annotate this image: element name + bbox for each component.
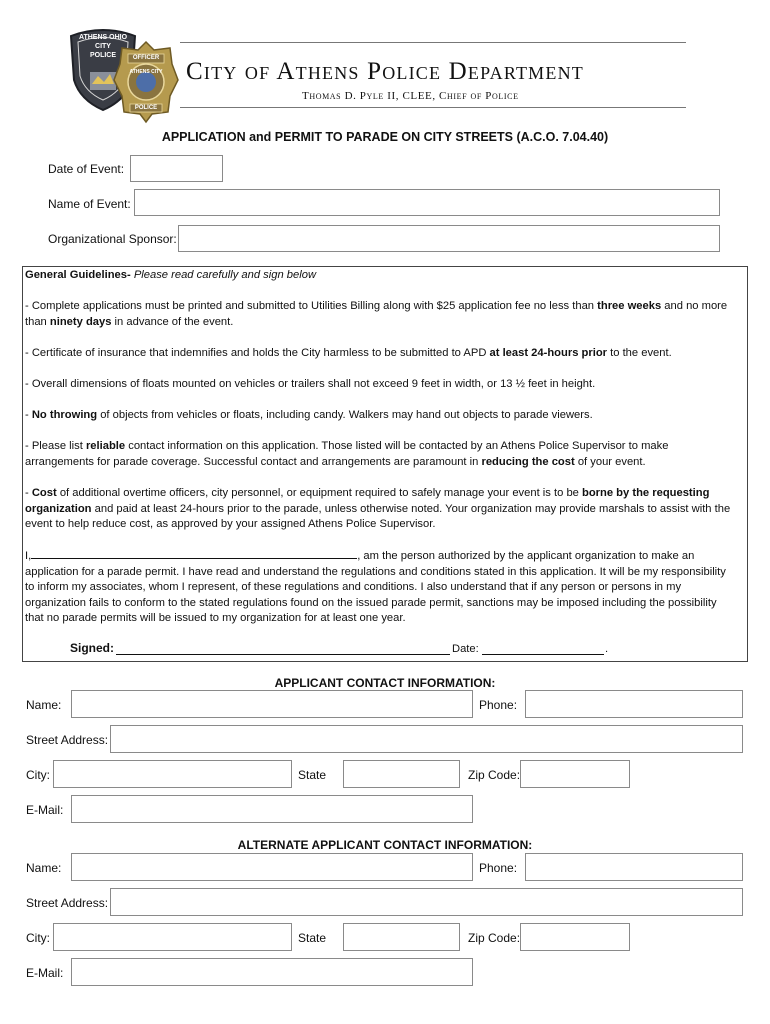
- guideline-emphasis: three weeks: [597, 300, 662, 312]
- guideline-emphasis: reliable: [85, 440, 126, 452]
- organizational-sponsor-label: Organizational Sponsor:: [48, 232, 177, 246]
- organizational-sponsor-input[interactable]: [178, 225, 720, 252]
- name-of-event-label: Name of Event:: [48, 197, 131, 211]
- date-of-event-input[interactable]: [130, 155, 223, 182]
- guideline-text: of your event.: [574, 455, 646, 468]
- guideline-emphasis: reducing the cost: [481, 455, 575, 468]
- signature-line[interactable]: [116, 654, 450, 655]
- alternate-name-input[interactable]: [71, 853, 473, 881]
- chief-of-police: Thomas D. Pyle II, CLEE, Chief of Police: [302, 90, 519, 102]
- alternate-city-label: City:: [26, 931, 50, 945]
- guideline-text: -: [25, 409, 32, 421]
- alternate-name-label: Name:: [26, 861, 62, 875]
- sign-date-period: .: [605, 643, 609, 655]
- badge-text-2: ATHENS CITY: [129, 69, 163, 75]
- guideline-text: -: [25, 487, 32, 499]
- guideline-text: of additional overtime officers, city personnel, or equipment required to safely manage your event is to be: [56, 487, 582, 499]
- guideline-text: - Complete applications must be printed and submitted to Utilities Billing along with $25 application fee no less than: [25, 300, 598, 312]
- applicant-city-label: City:: [26, 768, 50, 782]
- sign-date-line[interactable]: [482, 654, 604, 655]
- statement-text: , am the person authorized by the applicant organization to make an application for a parade permit. I have read and understand the regulations and conditions stated in this application. It will be my responsibility to inform my associates, whom I represent, of these regulations and conditions. I also understand that if any person or persons in my organization fails to conform to the stated regulations found on the issued parade permit, sanctions may be imposed including the possibility that no parade permits will be issued to my organization for at least one year.: [25, 550, 726, 624]
- applicant-street-label: Street Address:: [26, 733, 109, 747]
- signed-label: Signed:: [70, 641, 114, 655]
- police-badge-logo: [112, 40, 180, 124]
- guideline-float-dimensions: - Overall dimensions of floats mounted on vehicles or trailers shall not exceed 9 feet in width, or 13 ½ feet in height.: [25, 378, 596, 390]
- header-top-rule: [180, 42, 686, 43]
- alternate-city-input[interactable]: [53, 923, 292, 951]
- guideline-applications: [25, 299, 737, 330]
- alternate-state-input[interactable]: [343, 923, 460, 951]
- guideline-emphasis: borne by the requesting organization: [25, 487, 710, 515]
- guideline-emphasis: No throwing: [31, 409, 98, 421]
- guideline-text: to the event.: [607, 347, 672, 359]
- applicant-phone-input[interactable]: [525, 690, 743, 718]
- guideline-no-throwing: [25, 408, 737, 424]
- applicant-phone-label: Phone:: [479, 698, 518, 712]
- applicant-state-label: State: [298, 768, 327, 782]
- alternate-zip-label: Zip Code:: [468, 931, 521, 945]
- applicant-section-title: APPLICANT CONTACT INFORMATION:: [274, 676, 496, 690]
- applicant-email-input[interactable]: [71, 795, 473, 823]
- applicant-street-input[interactable]: [110, 725, 743, 753]
- alternate-phone-label: Phone:: [479, 861, 518, 875]
- applicant-state-input[interactable]: [343, 760, 460, 788]
- guidelines-heading: [25, 268, 737, 284]
- guideline-emphasis: ninety days: [49, 315, 112, 328]
- authorized-person-line[interactable]: [31, 548, 357, 559]
- date-of-event-label: Date of Event:: [48, 162, 125, 176]
- guideline-contact-info: [25, 439, 737, 470]
- header-bottom-rule: [180, 107, 686, 108]
- authorization-statement: [25, 548, 737, 627]
- alternate-street-input[interactable]: [110, 888, 743, 916]
- guideline-text: of objects from vehicles or floats, including candy. Walkers may hand out objects to parade viewers.: [97, 409, 593, 421]
- guideline-text: - Please list: [25, 440, 86, 452]
- applicant-name-input[interactable]: [71, 690, 473, 718]
- sign-date-label: Date:: [452, 643, 479, 655]
- applicant-zip-label: Zip Code:: [468, 768, 521, 782]
- applicant-name-label: Name:: [26, 698, 62, 712]
- patch-text-1: ATHENS OHIO: [78, 34, 128, 41]
- guidelines-heading-note: Please read carefully and sign below: [133, 269, 317, 281]
- guideline-emphasis: Cost: [31, 487, 57, 499]
- department-title: City of Athens Police Department: [186, 58, 584, 85]
- alternate-email-input[interactable]: [71, 958, 473, 986]
- alternate-state-label: State: [298, 931, 327, 945]
- badge-text-1: OFFICER: [132, 55, 160, 61]
- guideline-insurance: [25, 346, 737, 362]
- guideline-text: in advance of the event.: [111, 315, 234, 328]
- guideline-text: - Certificate of insurance that indemnifies and holds the City harmless to be submitted to APD: [25, 347, 490, 359]
- form-title: APPLICATION and PERMIT TO PARADE ON CITY STREETS (A.C.O. 7.04.40): [161, 130, 609, 144]
- alternate-phone-input[interactable]: [525, 853, 743, 881]
- guidelines-heading-text: General Guidelines-: [25, 269, 131, 281]
- statement-prefix: I,: [25, 550, 32, 562]
- guideline-text: and no more than: [25, 300, 728, 328]
- alternate-email-label: E-Mail:: [26, 966, 64, 980]
- patch-text-3: POLICE: [89, 52, 117, 59]
- patch-text-2: CITY: [95, 43, 111, 50]
- alternate-street-label: Street Address:: [26, 896, 109, 910]
- alternate-section-title: ALTERNATE APPLICANT CONTACT INFORMATION:: [237, 838, 533, 852]
- name-of-event-input[interactable]: [134, 189, 720, 216]
- applicant-city-input[interactable]: [53, 760, 292, 788]
- applicant-email-label: E-Mail:: [26, 803, 64, 817]
- guideline-text: contact information on this application. Those listed will be contacted by an Athens Police Supervisor to make arrangements for parade coverage. Successful contact and arrangements are paramount in: [25, 440, 669, 468]
- guideline-cost: [25, 486, 737, 533]
- alternate-zip-input[interactable]: [520, 923, 630, 951]
- applicant-zip-input[interactable]: [520, 760, 630, 788]
- guideline-text: and paid at least 24-hours prior to the parade, unless otherwise noted. Your organization may provide marshals to assist with the event to help reduce cost, as approved by your assigned Athens Police Supervisor.: [25, 502, 731, 530]
- badge-text-3: POLICE: [134, 105, 158, 111]
- guideline-emphasis: at least 24-hours prior: [489, 347, 608, 359]
